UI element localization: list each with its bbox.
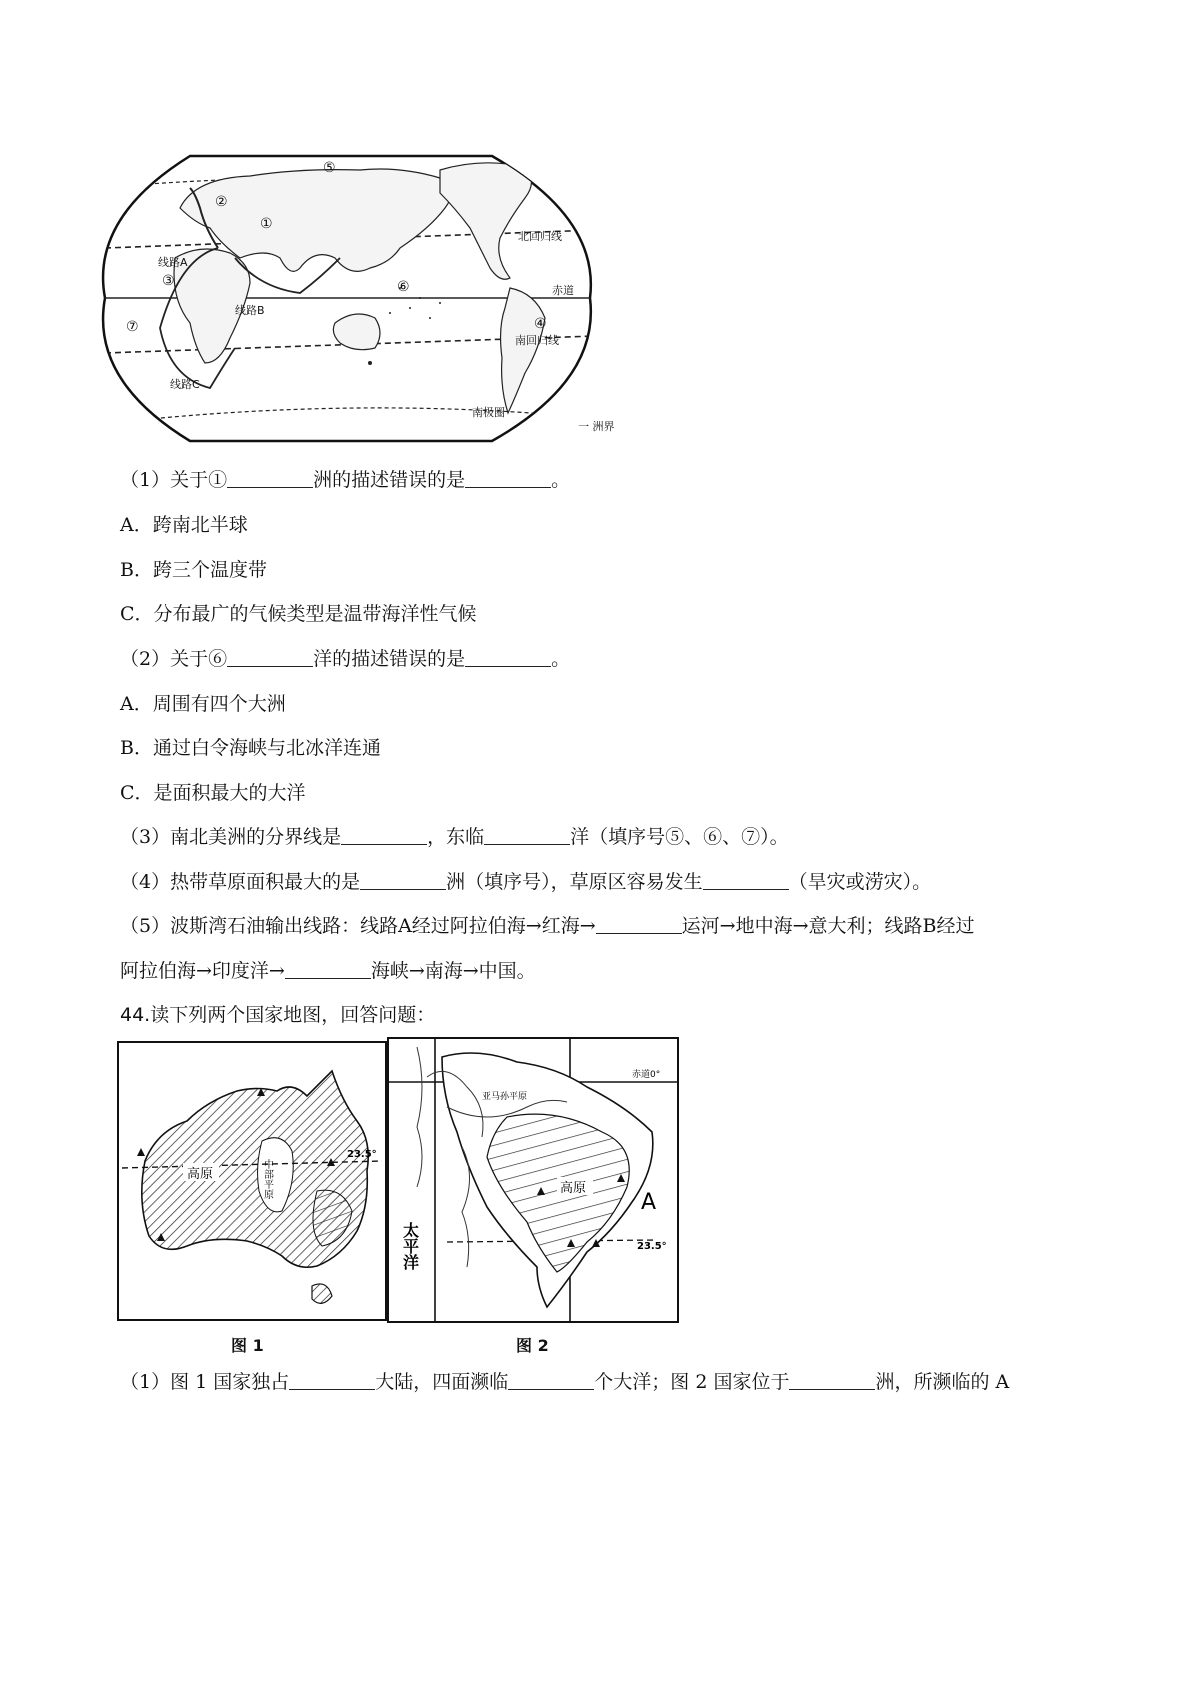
answer-blank[interactable] [285,958,371,979]
q43-p2-option-b: B．通过白令海峡与北冰洋连通 [120,737,381,759]
fig2-latitude-label: 23.5° [637,1241,667,1252]
figure1-caption: 图 1 [231,1336,264,1355]
label-c5: ⑤ [323,160,336,176]
answer-blank[interactable] [360,869,446,890]
label-tropic-south: 南回归线 [515,334,559,347]
answer-blank[interactable] [227,467,313,488]
fig2-amazon-label: 亚马孙平原 [482,1092,528,1102]
label-route-a: 线路A [158,256,188,269]
fig1-plain-label: 中部平原 [261,1159,273,1199]
label-route-c: 线路C [170,378,200,391]
figure1-australia-map [117,1041,387,1321]
answer-blank[interactable] [703,869,789,890]
fig2-a-label: A [641,1190,657,1215]
answer-blank[interactable] [789,1369,875,1390]
label-c2: ② [215,194,228,210]
q43-part5: （5）波斯湾石油输出线路：线路A经过阿拉伯海→红海→ 运河→地中海→意大利；线路B经过 [120,915,975,937]
map-legend: 一 洲界 [578,420,615,433]
q43-p2-option-c: C．是面积最大的大洋 [120,782,306,804]
answer-blank[interactable] [484,824,570,845]
q44-title: 44.读下列两个国家地图，回答问题： [120,1004,436,1026]
q43-part5-line2: 阿拉伯海→印度洋→ 海峡→南海→中国。 [120,960,536,982]
label-route-b: 线路B [235,304,265,317]
answer-blank[interactable] [341,824,427,845]
answer-blank[interactable] [289,1369,375,1390]
q43-p1-option-c: C．分布最广的气候类型是温带海洋性气候 [120,603,477,625]
answer-blank[interactable] [227,646,313,667]
label-c7: ⑦ [126,319,139,335]
fig1-latitude-label: 23.5° [347,1149,377,1160]
label-c3: ③ [162,273,175,289]
q43-p1-option-a: A．跨南北半球 [120,514,248,536]
fig2-pacific-label: 太平洋 [400,1222,420,1270]
fig2-equator-label: 赤道0° [632,1070,661,1080]
fig1-plateau-label: 高原 [187,1167,214,1182]
q43-p1-option-b: B．跨三个温度带 [120,559,267,581]
label-equator: 赤道 [552,284,574,297]
q43-part2: （2）关于⑥ 洋的描述错误的是 。 [120,648,571,670]
q43-part3: （3）南北美洲的分界线是 ，东临 洋（填序号⑤、⑥、⑦）。 [120,826,789,848]
answer-blank[interactable] [465,467,551,488]
q44-part1: （1）图 1 国家独占 大陆，四面濒临 个大洋；图 2 国家位于 洲，所濒临的 A [120,1371,1010,1393]
q43-part4: （4）热带草原面积最大的是 洲（填序号），草原区容易发生 （旱灾或涝灾）。 [120,871,932,893]
label-c4: ④ [534,316,547,332]
world-map [100,148,620,448]
fig2-plateau-label: 高原 [560,1181,587,1196]
label-antarctic: 南极圈 [472,406,505,419]
answer-blank[interactable] [465,646,551,667]
q43-p2-option-a: A．周围有四个大洲 [120,693,286,715]
answer-blank[interactable] [596,913,682,934]
answer-blank[interactable] [508,1369,594,1390]
label-c1: ① [260,216,273,232]
q43-part1: （1）关于① 洲的描述错误的是 。 [120,469,571,491]
figure2-caption: 图 2 [516,1336,549,1355]
figure2-brazil-map [387,1037,679,1323]
label-c6: ⑥ [397,279,410,295]
label-tropic-north: 北回归线 [518,230,562,243]
